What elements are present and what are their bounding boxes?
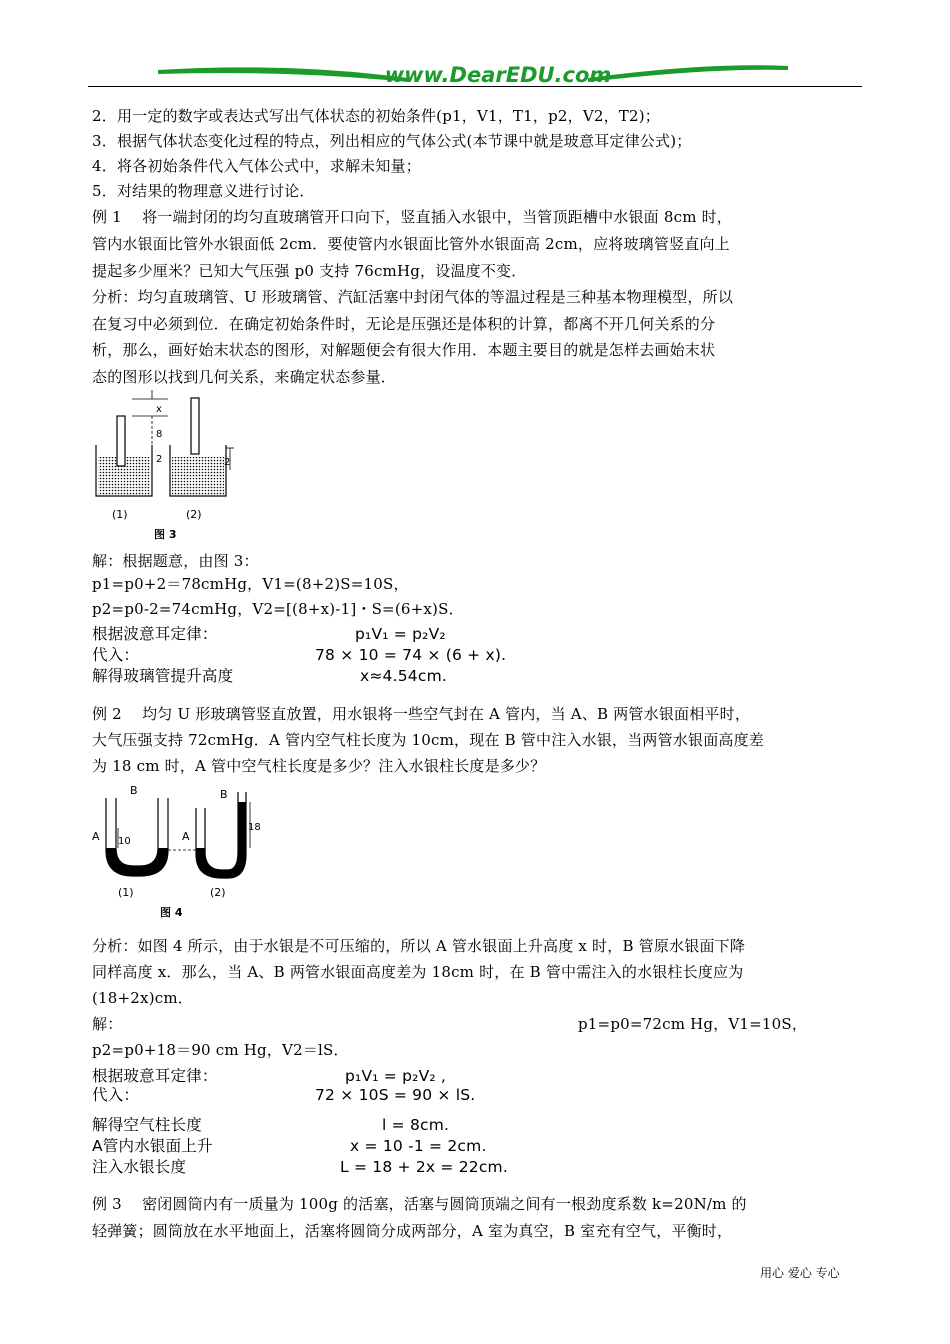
example-2-line-3: 为 18 cm 时，A 管中空气柱长度是多少？注入水银柱长度是多少？ xyxy=(92,757,546,775)
solution-1-line-2: p1=p0+2＝78cmHg，V1=(8+2)S=10S， xyxy=(92,575,409,593)
solution-2-line-2: p2=p0+18＝90 cm Hg，V2＝lS． xyxy=(92,1041,349,1059)
header-rule xyxy=(88,86,862,87)
solution-1-result-label: 解得玻璃管提升高度 xyxy=(92,667,234,685)
fig4-label-b2: B xyxy=(220,788,228,801)
solution-2-result-3-label: 注入水银长度 xyxy=(92,1158,187,1176)
solution-2-result-2-value: x = 10 -1 = 2cm. xyxy=(350,1137,487,1155)
step-4: 4．将各初始条件代入气体公式中，求解未知量； xyxy=(92,157,421,175)
example-1-line-2: 管内水银面比管外水银面低 2cm．要使管内水银面比管外水银面高 2cm，应将玻璃管竖直向上 xyxy=(92,235,730,253)
example-3-line-2: 轻弹簧；圆筒放在水平地面上，活塞将圆筒分成两部分，A 室为真空，B 室充有空气，平衡时， xyxy=(92,1222,733,1240)
solution-2-sub-label: 代入： xyxy=(92,1086,140,1104)
fig3-label-2a: 2 xyxy=(156,454,163,465)
analysis-2-line-1: 分析：如图 4 所示，由于水银是不可压缩的，所以 A 管水银面上升高度 x 时，B 管原水银面下降 xyxy=(92,937,746,955)
solution-2-result-3-value: L = 18 + 2x = 22cm. xyxy=(340,1158,508,1176)
example-1-line-3: 提起多少厘米？已知大气压强 p0 支持 76cmHg，设温度不变． xyxy=(92,262,527,280)
fig3-caption-2: (2) xyxy=(186,508,202,521)
solution-2-line-1: p1=p0=72cm Hg，V1=10S， xyxy=(578,1015,808,1033)
example-2-line-1: 例 2 均匀 U 形玻璃管竖直放置，用水银将一些空气封在 A 管内，当 A、B 两管水银面相平时， xyxy=(92,705,751,723)
analysis-1-line-3: 析，那么，画好始末状态的图形，对解题便会有很大作用．本题主要目的就是怎样去画始末状 xyxy=(92,341,716,359)
analysis-1-line-1: 分析：均匀直玻璃管、U 形玻璃管、汽缸活塞中封闭气体的等温过程是三种基本物理模型，所以 xyxy=(92,288,734,306)
solution-1-line-3: p2=p0-2=74cmHg，V2=[(8+x)-1]・S=(6+x)S． xyxy=(92,600,464,618)
page-footer: 用心 爱心 专心 xyxy=(760,1266,840,1280)
analysis-1-line-2: 在复习中必须到位．在确定初始条件时，无论是压强还是体积的计算，都离不开几何关系的分 xyxy=(92,315,716,333)
step-2: 2．用一定的数字或表达式写出气体状态的初始条件(p1，V1，T1，p2，V2，T2)； xyxy=(92,107,660,125)
fig3-label-2b: 2 xyxy=(224,457,231,468)
step-5: 5．对结果的物理意义进行讨论． xyxy=(92,182,315,200)
solution-1-law-formula: p₁V₁ = p₂V₂ xyxy=(355,625,446,643)
fig3-caption-1: (1) xyxy=(112,508,128,521)
step-3: 3．根据气体状态变化过程的特点，列出相应的气体公式(本节课中就是玻意耳定律公式)； xyxy=(92,132,692,150)
fig3-caption: 图 3 xyxy=(154,528,177,541)
fig4-label-18: 18 xyxy=(248,822,261,833)
figure-4 xyxy=(88,778,268,928)
site-title: www.DearEDU.com xyxy=(384,63,612,87)
fig4-caption: 图 4 xyxy=(160,906,183,919)
solution-2-law-label: 根据玻意耳定律： xyxy=(92,1067,218,1085)
solution-1-sub-formula: 78 × 10 = 74 × (6 + x). xyxy=(315,646,507,664)
solution-2-result-1-label: 解得空气柱长度 xyxy=(92,1116,202,1134)
fig4-caption-2: (2) xyxy=(210,886,226,899)
solution-1-line-1: 解：根据题意，由图 3： xyxy=(92,552,259,570)
fig3-label-8: 8 xyxy=(156,429,163,440)
fig4-label-a2: A xyxy=(182,830,190,843)
example-2-line-2: 大气压强支持 72cmHg．A 管内空气柱长度为 10cm，现在 B 管中注入水银，当两管水银面高度差 xyxy=(92,731,765,749)
example-3-line-1: 例 3 密闭圆筒内有一质量为 100g 的活塞，活塞与圆筒顶端之间有一根劲度系数 k=20N/m 的 xyxy=(92,1195,747,1213)
solution-2-sub-formula: 72 × 10S = 90 × lS. xyxy=(315,1086,476,1104)
figure-3 xyxy=(90,390,250,550)
solution-2-label: 解： xyxy=(92,1015,123,1033)
solution-1-result-value: x≈4.54cm. xyxy=(360,667,448,685)
solution-2-result-2-label: A管内水银面上升 xyxy=(92,1137,213,1155)
solution-2-result-1-value: l = 8cm. xyxy=(382,1116,450,1134)
example-1-line-1: 例 1 将一端封闭的均匀直玻璃管开口向下，竖直插入水银中，当管顶距槽中水银面 8cm 时， xyxy=(92,208,732,226)
solution-1-sub-label: 代入： xyxy=(92,646,140,664)
analysis-1-line-4: 态的图形以找到几何关系，来确定状态参量． xyxy=(92,368,397,386)
fig4-label-10: 10 xyxy=(118,836,131,847)
fig4-caption-1: (1) xyxy=(118,886,134,899)
solution-1-law-label: 根据波意耳定律： xyxy=(92,625,218,643)
fig3-label-x: x xyxy=(156,404,162,415)
analysis-2-line-3: (18+2x)cm． xyxy=(92,989,193,1007)
fig4-label-b1: B xyxy=(130,784,138,797)
fig4-label-a1: A xyxy=(92,830,100,843)
solution-2-law-formula: p₁V₁ = p₂V₂ , xyxy=(345,1067,447,1085)
analysis-2-line-2: 同样高度 x．那么，当 A、B 两管水银面高度差为 18cm 时，在 B 管中需注入的水银柱长度应为 xyxy=(92,963,744,981)
